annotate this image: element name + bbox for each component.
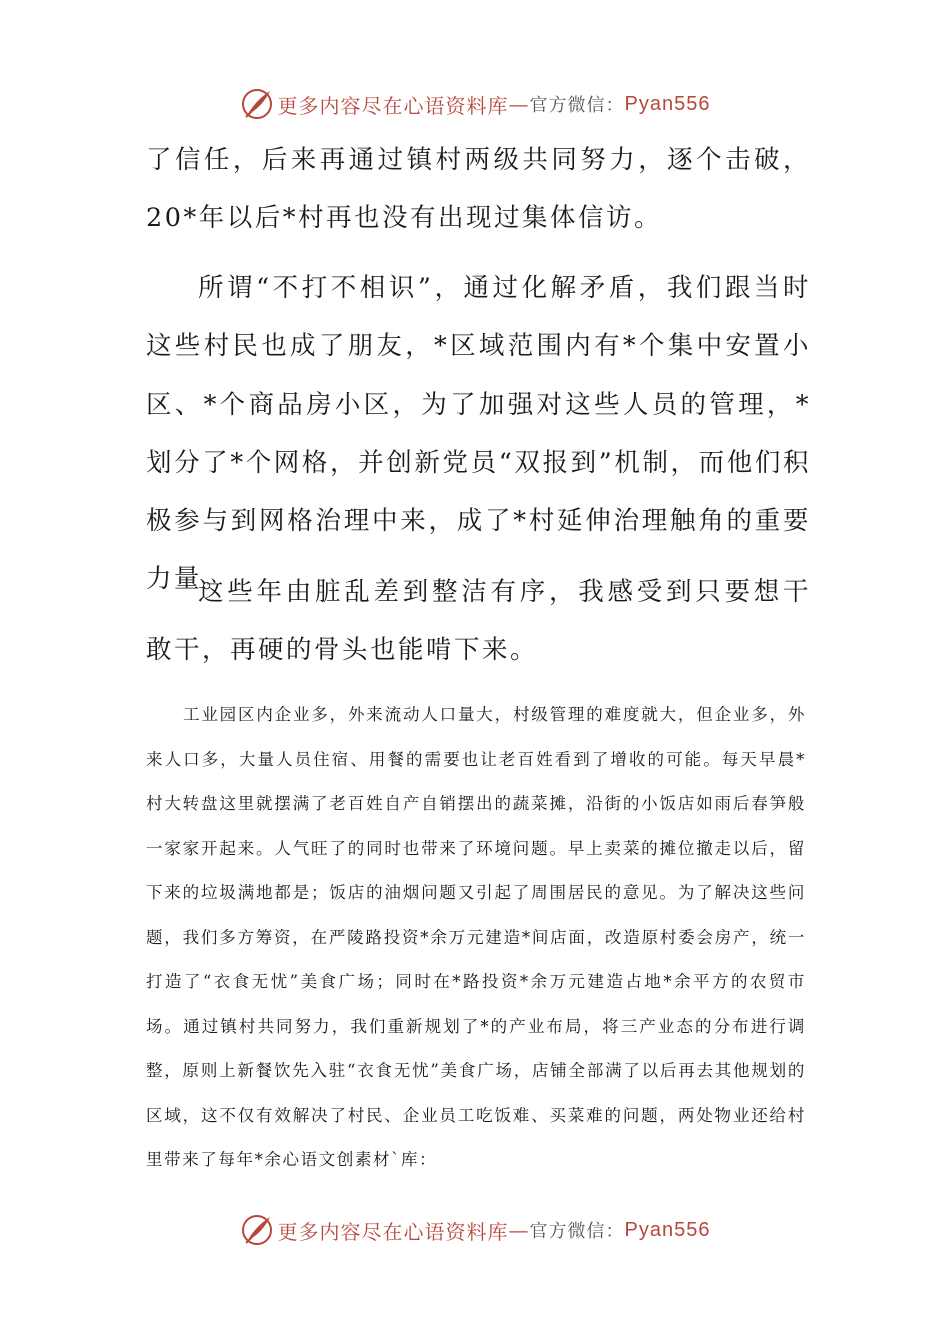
paragraph-neighbors: 所谓“不打不相识”，通过化解矛盾，我们跟当时这些村民也成了朋友，*区域范围内有*个集中安置小区、*个商品房小区，为了加强对这些人员的管理，*划分了*个网格，并创新党员“双报到”机制，而他们积极参与到网格治理中来，成了*村延伸治理触角的重要力量。 bbox=[146, 273, 811, 595]
banner-dash: — bbox=[508, 92, 530, 116]
banner-wechat-id: Pyan556 bbox=[624, 92, 711, 115]
banner-wechat-label: 官方微信： bbox=[529, 1221, 625, 1242]
banner-main-text: 更多内容尽在心语资料库 bbox=[277, 1219, 509, 1244]
paragraph-industrial-park: 工业园区内企业多，外来流动人口量大，村级管理的难度就大，但企业多，外来人口多，大量人员住宿、用餐的需要也让老百姓看到了增收的可能。每天早晨*村大转盘这里就摆满了老百姓自产自销摆出的蔬菜摊，沿街的小饭店如雨后春笋般一家家开起来。人气旺了的同时也带来了环境问题。早上卖菜的摊位撤走以后，留下来的垃圾满地都是；饭店的油烟问题又引起了周围居民的意见。为了解决这些问题，我们多方筹资，在严陵路投资*余万元建造*间店面，改造原村委会房产，统一打造了“衣食无忧”美食广场；同时在*路投资*余万元建造占地*余平方的农贸市场。通过镇村共同努力，我们重新规划了*的产业布局，将三产业态的分布进行调整，原则上新餐饮先入驻“衣食无忧”美食广场，店铺全部满了以后再去其他规划的区域，这不仅有效解决了村民、企业员工吃饭难、买菜难的问题，两处物业还给村里带来了每年*余心语文创素材`库： bbox=[146, 705, 806, 1169]
paragraph-conclusion: 这些年由脏乱差到整洁有序，我感受到只要想干敢干，再硬的骨头也能啃下来。 bbox=[146, 577, 811, 666]
quill-pen-icon bbox=[240, 87, 274, 121]
quill-pen-icon bbox=[240, 1213, 274, 1247]
banner-main-text: 更多内容尽在心语资料库 bbox=[277, 93, 509, 118]
watermark-banner-top bbox=[0, 84, 950, 124]
paragraph-continued: 了信任，后来再通过镇村两级共同努力，逐个击破，20*年以后*村再也没有出现过集体信访。 bbox=[146, 145, 811, 234]
banner-dash: — bbox=[508, 1218, 530, 1242]
banner-wechat-id: Pyan556 bbox=[624, 1218, 711, 1241]
banner-wechat-label: 官方微信： bbox=[529, 95, 625, 116]
watermark-banner-bottom bbox=[0, 1210, 950, 1250]
